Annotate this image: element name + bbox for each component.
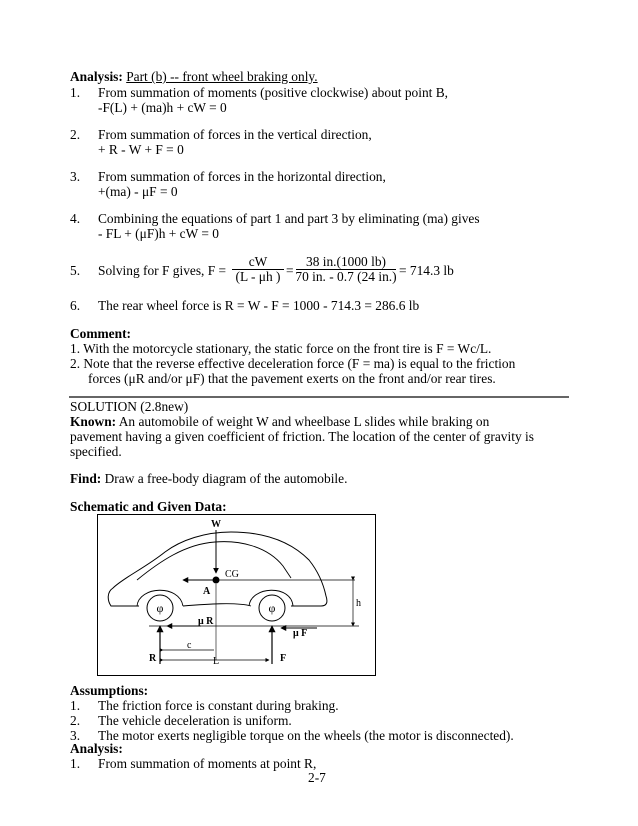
car-underbody (183, 604, 251, 606)
h-label: h (356, 598, 361, 609)
weight-label: W (211, 519, 221, 530)
mu-r-label: μ R (198, 616, 214, 627)
f-label: F (280, 653, 287, 664)
known-text: pavement having a given coefficient of friction. The location of the center of gravity is (70, 429, 534, 444)
cg-label: CG (225, 569, 239, 580)
equation: - FL + (μF)h + cW = 0 (98, 226, 219, 241)
item-text: Solving for F gives, F = (98, 263, 227, 278)
comment-line: 2. Note that the reverse effective deceleration force (F = ma) is equal to the friction (70, 356, 516, 371)
rear-wheel-hub: φ (156, 601, 164, 615)
known-label: Known: (70, 414, 117, 429)
front-wheel-hub: φ (268, 601, 276, 615)
item-num: 2. (70, 127, 81, 142)
analysis2-text: From summation of moments at point R, (98, 756, 317, 771)
equation: -F(L) + (ma)h + cW = 0 (98, 100, 227, 115)
page-number: 2-7 (308, 770, 326, 785)
fraction-denominator: (L - μh ) (235, 269, 281, 284)
free-body-diagram (97, 514, 376, 676)
assumption-text: The vehicle deceleration is uniform. (98, 713, 292, 728)
comment-heading: Comment: (70, 326, 131, 341)
section-divider (69, 396, 569, 398)
assumption-text: The motor exerts negligible torque on the wheels (the motor is disconnected). (98, 728, 514, 743)
comment-line: 1. With the motorcycle stationary, the static force on the front tire is F = Wc/L. (70, 341, 492, 356)
fraction-numerator: cW (248, 254, 268, 269)
known-text: An automobile of weight W and wheelbase L slides while braking on (118, 414, 490, 429)
l-label: L (212, 656, 220, 667)
equation: +(ma) - μF = 0 (98, 184, 178, 199)
cg-dot (213, 577, 220, 584)
known-text: specified. (70, 444, 122, 459)
schematic-heading: Schematic and Given Data: (70, 499, 227, 514)
equals-sign: = (286, 263, 294, 278)
item-text: From summation of forces in the vertical direction, (98, 127, 372, 142)
analysis-subtitle: Part (b) -- front wheel braking only. (126, 69, 318, 84)
r-label: R (149, 653, 157, 664)
item-num: 3. (70, 169, 81, 184)
analysis2-num: 1. (70, 756, 81, 771)
assumption-text: The friction force is constant during braking. (98, 698, 339, 713)
solution-title: SOLUTION (2.8new) (70, 399, 189, 414)
assumptions-heading: Assumptions: (70, 683, 149, 698)
analysis-heading: Analysis: (70, 69, 123, 84)
c-label: c (187, 640, 192, 651)
mu-f-label: μ F (293, 628, 308, 639)
comment-line: forces (μR and/or μF) that the pavement exerts on the front and/or rear tires. (88, 371, 496, 386)
item-num: 1. (70, 85, 81, 100)
item-text: From summation of moments (positive clockwise) about point B, (98, 85, 448, 100)
item-text: From summation of forces in the horizontal direction, (98, 169, 386, 184)
point-a-label: A (203, 586, 211, 597)
find-label: Find: (70, 471, 102, 486)
item-text: Combining the equations of part 1 and part 3 by eliminating (ma) gives (98, 211, 480, 226)
car-body (108, 532, 327, 606)
assumption-num: 1. (70, 698, 81, 713)
analysis2-heading: Analysis: (70, 741, 123, 756)
assumption-num: 2. (70, 713, 81, 728)
equation: + R - W + F = 0 (98, 142, 184, 157)
item-num: 4. (70, 211, 81, 226)
fraction-denominator: 70 in. - 0.7 (24 in.) (295, 269, 397, 284)
diagram-frame (98, 515, 376, 676)
item-num: 6. (70, 298, 81, 313)
fraction-numerator: 38 in.(1000 lb) (306, 254, 386, 269)
result: = 714.3 lb (399, 263, 454, 278)
car-window (137, 542, 291, 580)
find-text: Draw a free-body diagram of the automobile. (104, 471, 348, 486)
assumption-num: 3. (70, 728, 81, 743)
item-num: 5. (70, 263, 81, 278)
item-text: The rear wheel force is R = W - F = 1000 - 714.3 = 286.6 lb (98, 298, 420, 313)
